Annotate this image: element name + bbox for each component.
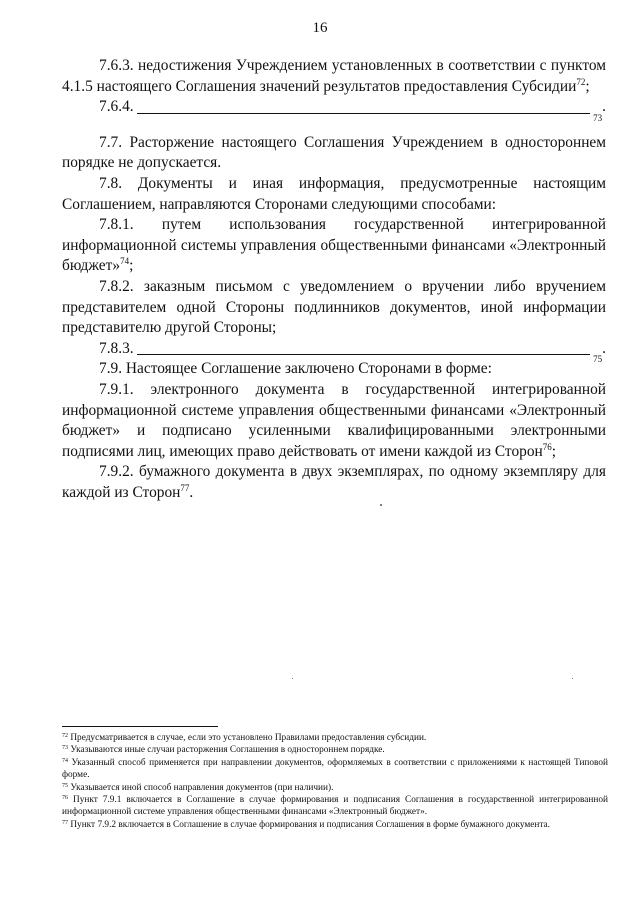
footnote-item xyxy=(62,744,608,756)
footnote-text: Пункт 7.9.1 включается в Соглашение в случае формирования и подписания Соглашения в государственной интегрированной информационной системе управления общественными финансами «Электронный бюджет». xyxy=(62,795,608,818)
footnote-item xyxy=(62,794,608,819)
footnote-ref-74: 74 xyxy=(120,256,130,267)
clause-7-7: 7.7. Расторжение настоящего Соглашения Учреждением в одностороннем порядке не допускается. xyxy=(62,133,606,172)
footnote-number: 72 xyxy=(62,733,68,739)
footnote-number: 77 xyxy=(62,819,68,826)
footnote-item xyxy=(62,757,608,782)
footnote-text: Указанный способ применяется при направлении документов, оформляемых в соответствии с приложениями к настоящей Типовой форме. xyxy=(62,757,609,781)
footnote-text: Пункт 7.9.2 включается в Соглашение в случае формирования и подписания Соглашения в форме бумажного документа. xyxy=(70,819,550,830)
clause-7-9-1-text: 7.9.1. электронного документа в государственной интегрированной информационной системе управления общественными финансами «Электронный бюджет» и подписано усиленными квалифицированными электронными подписями лиц, имеющих право действовать от имени каждой из Сторон xyxy=(62,380,606,460)
clause-7-8: 7.8. Документы и иная информация, предусмотренные настоящим Соглашением, направляются Сторонами следующими способами: xyxy=(62,174,606,213)
clause-7-6-4-label: 7.6.4. xyxy=(99,98,134,116)
footnote-number: 75 xyxy=(62,782,68,789)
clause-7-9-2 xyxy=(62,462,606,503)
clause-7-9: 7.9. Настоящее Соглашение заключено Сторонами в форме: xyxy=(99,360,492,378)
clause-7-8-3: 7.8.3. 75 . xyxy=(99,339,606,365)
footnote-item xyxy=(62,782,608,794)
scan-speck xyxy=(572,678,573,679)
scan-speck xyxy=(292,678,293,679)
footnote-number: 76 xyxy=(62,795,68,802)
clause-7-6-4: 7.6.4. 73 . xyxy=(99,98,606,123)
page-number: 16 xyxy=(312,20,328,36)
clause-7-9-1-end: ; xyxy=(551,442,557,460)
document-body xyxy=(62,56,606,503)
clause-7-8-1 xyxy=(62,215,606,277)
footnote-text: Указывается иной способ направления документов (при наличии). xyxy=(70,782,334,793)
footnote-text: Предусматривается в случае, если это установлено Правилами предоставления субсидии. xyxy=(70,733,427,743)
clause-7-6-3 xyxy=(62,56,606,97)
clause-7-8-3-end: . xyxy=(602,339,606,357)
clause-7-8-3-label: 7.8.3. xyxy=(99,339,134,357)
blank-line xyxy=(137,353,591,355)
blank-line xyxy=(137,112,591,114)
footnote-number: 73 xyxy=(62,745,68,752)
footnote-item xyxy=(62,819,608,831)
footnote-text: Указываются иные случаи расторжения Соглашения в одностороннем порядке. xyxy=(70,745,385,756)
footnote-item xyxy=(62,732,608,744)
footnotes-section xyxy=(62,726,608,831)
footnote-separator xyxy=(62,726,218,727)
clause-7-9-2-end: . xyxy=(189,483,194,501)
clause-7-8-1-end: ; xyxy=(129,257,134,275)
clause-7-6-3-end: ; xyxy=(585,77,590,95)
clause-7-8-1-text: 7.8.1. путем использования государственной интегрированной информационной системы управления общественными финансами «Электронный бюджет» xyxy=(62,216,606,275)
clause-7-6-3-text: 7.6.3. недостижения Учреждением установленных в соответствии с пунктом 4.1.5 настоящего Соглашения значений результатов предоставления Субсидии xyxy=(62,57,606,95)
clause-7-9-2-text: 7.9.2. бумажного документа в двух экземплярах, по одному экземпляру для каждой из Сторон xyxy=(62,463,606,501)
clause-7-6-4-end: . xyxy=(602,98,606,116)
clause-7-9-1 xyxy=(62,380,606,462)
footnote-ref-76: 76 xyxy=(542,441,552,452)
scan-speck xyxy=(380,504,382,506)
footnote-ref-77: 77 xyxy=(180,482,190,493)
footnote-ref-72: 72 xyxy=(576,76,586,87)
clause-7-8-2: 7.8.2. заказным письмом с уведомлением о вручении либо вручением представителем одной Стороны подлинников документов, иной информации представителю другой Стороны; xyxy=(62,277,606,337)
footnote-number: 74 xyxy=(62,757,68,764)
